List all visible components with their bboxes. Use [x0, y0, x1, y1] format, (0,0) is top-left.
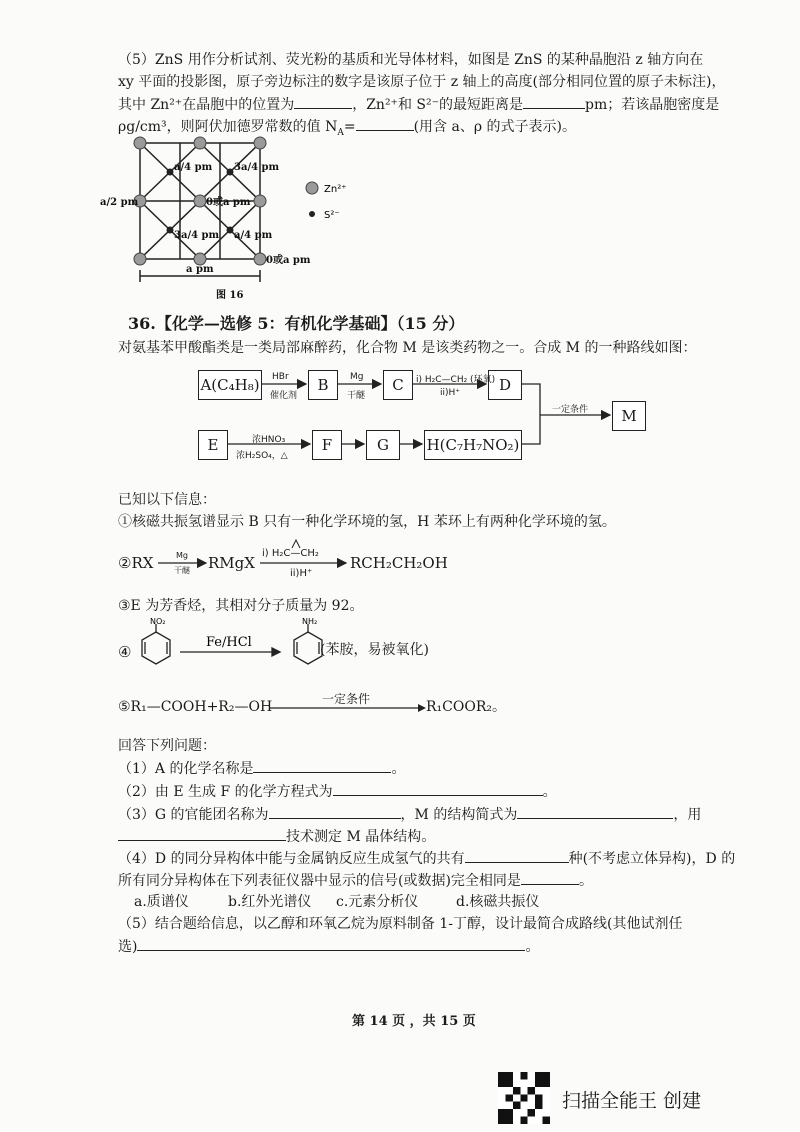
- info-4-scheme: [130, 618, 340, 678]
- answer-blank-q3-technique[interactable]: [118, 826, 286, 841]
- q35-5-line2: xy 平面的投影图，原子旁边标注的数字是该原子位于 z 轴上的高度(部分相同位置的原子未标注)，: [118, 74, 726, 90]
- q35-5-text: (用含 a、ρ 的式子表示)。: [413, 119, 576, 135]
- info-5-condition: 一定条件: [322, 692, 371, 706]
- arrow-head: [272, 648, 280, 656]
- period: 。: [525, 939, 540, 955]
- question-text: （4）D 的同分异构体中能与金属钠反应生成氢气的共有: [118, 851, 465, 867]
- info-4-note: (苯胺，易被氧化): [320, 642, 429, 658]
- info-3: ③E 为芳香烃，其相对分子质量为 92。: [118, 598, 364, 614]
- compound-B: B: [308, 370, 338, 400]
- option-b[interactable]: b.红外光谱仪: [228, 894, 312, 910]
- reagent-acid: ii)H⁺: [440, 388, 461, 398]
- compound-E: E: [198, 430, 228, 460]
- q35-5-text: pm；若该晶胞密度是: [585, 97, 720, 113]
- reagent-epoxide: i) H₂C—CH₂ (环氧): [416, 375, 496, 385]
- q35-5-text: ρg/cm³，则阿伏加德罗常数的值 N: [118, 119, 338, 135]
- info-5-product: R₁COOR₂。: [426, 699, 506, 715]
- question-text: 所有同分异构体在下列表征仪器中显示的信号(或数据)完全相同是: [118, 873, 521, 889]
- benzene-ring-nitro: [142, 632, 170, 664]
- option-a[interactable]: a.质谱仪: [134, 894, 189, 910]
- question-text: （2）由 E 生成 F 的化学方程式为: [118, 784, 333, 800]
- scanner-watermark: 扫描全能王 创建: [562, 1090, 702, 1112]
- reagent-ether: 干醚: [347, 391, 366, 401]
- compound-M: M: [612, 401, 646, 431]
- epoxide-ring: [292, 540, 300, 548]
- question-2: [118, 781, 557, 802]
- height-label: a/2 pm: [100, 197, 139, 208]
- question-text: 选): [118, 939, 138, 955]
- figure-caption: 图 16: [216, 290, 244, 301]
- question-4-options: [134, 892, 539, 912]
- compound-H: H(C₇H₇NO₂): [424, 430, 522, 460]
- question-4: [118, 848, 735, 869]
- question-text: （1）A 的化学名称是: [118, 761, 254, 777]
- page-number: 第 14 页 ，共 15 页: [352, 1014, 476, 1029]
- q35-5-text: 其中 Zn²⁺在晶胞中的位置为: [118, 97, 295, 113]
- period: 。: [391, 761, 406, 777]
- answer-blank-q2[interactable]: [333, 781, 543, 796]
- question-3: [118, 804, 701, 825]
- info-2-rmgx: RMgX: [208, 554, 255, 572]
- info-4-number: ④: [118, 643, 132, 661]
- compound-G: G: [366, 430, 400, 460]
- reagent-mg: Mg: [350, 372, 364, 382]
- q35-5-text: =: [343, 119, 356, 135]
- answer-blank-q3-group[interactable]: [269, 804, 401, 819]
- option-c[interactable]: c.元素分析仪: [336, 894, 419, 910]
- compound-F: F: [312, 430, 342, 460]
- period: 。: [542, 784, 557, 800]
- height-label: 3a/4 pm: [174, 230, 220, 241]
- question-4-cont: [118, 870, 593, 891]
- width-label: a pm: [186, 264, 214, 275]
- compound-A: A(C₄H₈): [198, 370, 262, 400]
- reagent-catalyst: 催化剂: [270, 391, 298, 401]
- info-2-acid: ii)H⁺: [290, 568, 313, 579]
- period: 。: [578, 873, 593, 889]
- qr-code: [498, 1072, 550, 1124]
- info-2-product: RCH₂CH₂OH: [350, 554, 448, 572]
- height-label: a/4 pm: [174, 162, 213, 173]
- answer-blank-q1[interactable]: [253, 758, 391, 773]
- option-d[interactable]: d.核磁共振仪: [456, 894, 540, 910]
- known-title: 已知以下信息：: [118, 492, 216, 508]
- question-1: [118, 758, 405, 779]
- legend-s-label: S²⁻: [324, 210, 340, 221]
- q35-5-sub: A: [337, 127, 344, 138]
- q35-5-line1: （5）ZnS 用作分析试剂、荧光粉的基质和光导体材料，如图是 ZnS 的某种晶胞沿 z 轴方向在: [118, 52, 704, 68]
- arrow-head: [418, 704, 426, 712]
- info-4-no2: NO₂: [150, 618, 166, 626]
- height-label: 0或a pm: [266, 255, 311, 266]
- question-5-cont: [118, 936, 539, 957]
- info-5-reactants: ⑤R₁—COOH+R₂—OH: [118, 699, 273, 715]
- reagent-hno3: 浓HNO₃: [252, 435, 286, 445]
- question-5: （5）结合题给信息，以乙醇和环氧乙烷为原料制备 1-丁醇，设计最简合成路线(其他试剂任: [118, 916, 683, 932]
- answer-blank-q3-structure[interactable]: [517, 804, 673, 819]
- compound-C: C: [383, 370, 413, 400]
- height-label: a/4 pm: [234, 230, 273, 241]
- q36-title: 36.【化学—选修 5：有机化学基础】（15 分）: [128, 314, 465, 333]
- info-2-epoxide: i) H₂C—CH₂: [262, 548, 319, 559]
- question-text: 技术测定 M 晶体结构。: [286, 829, 436, 845]
- benzene-ring-amine: [294, 632, 322, 664]
- question-text: ，用: [673, 807, 702, 823]
- info-4-reagent: Fe/HCl: [206, 635, 252, 650]
- answer-blank-q4-count[interactable]: [465, 848, 569, 863]
- reagent-hbr: HBr: [272, 372, 289, 382]
- question-text: （3）G 的官能团名称为: [118, 807, 269, 823]
- answer-blank-q5[interactable]: [137, 936, 525, 951]
- answer-blank-q4-instrument[interactable]: [521, 870, 579, 885]
- info-4-nh2: NH₂: [302, 618, 318, 626]
- legend-zn-label: Zn²⁺: [324, 184, 347, 195]
- reagent-condition: 一定条件: [552, 405, 589, 415]
- info-2-ether: 干醚: [174, 566, 190, 575]
- info-2-rx: ②RX: [118, 554, 154, 572]
- question-text: 种(不考虑立体异构)，D 的: [568, 851, 736, 867]
- q36-intro: 对氨基苯甲酸酯类是一类局部麻醉药，化合物 M 是该类药物之一。合成 M 的一种路线如图：: [118, 340, 697, 356]
- height-label: 0或a pm: [206, 197, 251, 208]
- q35-5-text: ，Zn²⁺和 S²⁻的最短距离是: [352, 97, 523, 113]
- info-2-mg: Mg: [176, 551, 188, 560]
- question-text: ，M 的结构简式为: [400, 807, 518, 823]
- compound-D: D: [488, 370, 522, 400]
- height-label: 3a/4 pm: [234, 162, 280, 173]
- answer-title: 回答下列问题：: [118, 738, 216, 754]
- info-1: ①核磁共振氢谱显示 B 只有一种化学环境的氢，H 苯环上有两种化学环境的氢。: [118, 514, 616, 530]
- reagent-h2so4: 浓H₂SO₄，△: [236, 451, 288, 461]
- question-3-cont: [118, 826, 435, 847]
